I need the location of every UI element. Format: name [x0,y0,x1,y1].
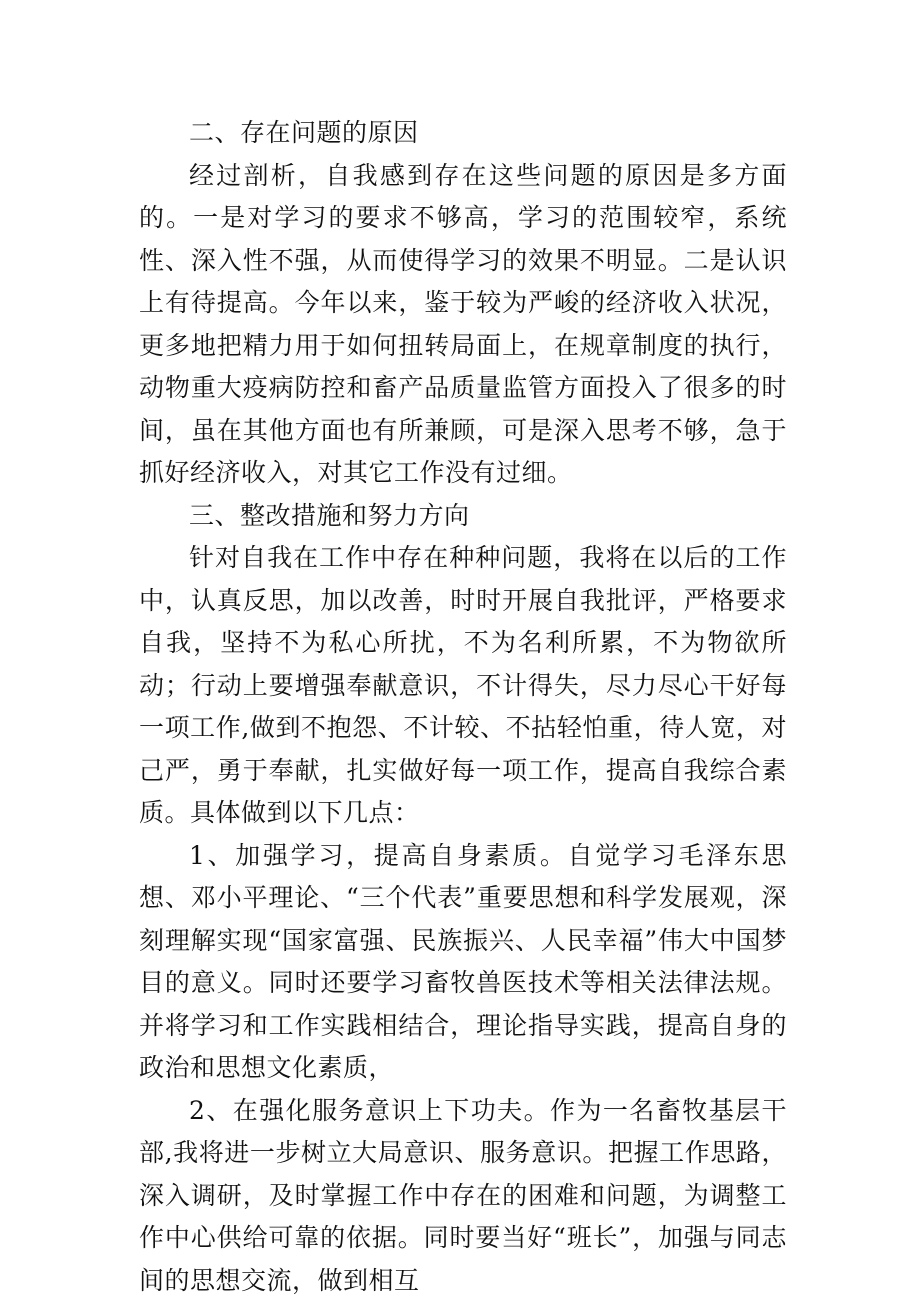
point-two-paragraph: 2、在强化服务意识上下功夫。作为一名畜牧基层干部,我将进一步树立大局意识、服务意识。把握工作思路，深入调研，及时掌握工作中存在的困难和问题，为调整工作中心供给可靠的依据。同时要当好“班长”，加强与同志间的思想交流，做到相互 [139,1090,787,1302]
document-body [139,112,787,1302]
section-two-heading: 二、存在问题的原因 [139,112,787,155]
point-one-paragraph: 1、加强学习，提高自身素质。自觉学习毛泽东思想、邓小平理论、“三个代表”重要思想和科学发展观，深刻理解实现“国家富强、民族振兴、人民幸福”伟大中国梦目的意义。同时还要学习畜牧兽医技术等相关法律法规。并将学习和工作实践相结合，理论指导实践，提高自身的政治和思想文化素质， [139,835,787,1090]
section-two-paragraph: 经过剖析，自我感到存在这些问题的原因是多方面的。一是对学习的要求不够高，学习的范围较窄，系统性、深入性不强，从而使得学习的效果不明显。二是认识上有待提高。今年以来，鉴于较为严峻的经济收入状况，更多地把精力用于如何扭转局面上，在规章制度的执行，动物重大疫病防控和畜产品质量监管方面投入了很多的时间，虽在其他方面也有所兼顾，可是深入思考不够，急于抓好经济收入，对其它工作没有过细。 [139,155,787,495]
section-three-paragraph: 针对自我在工作中存在种种问题，我将在以后的工作中，认真反思，加以改善，时时开展自我批评，严格要求自我，坚持不为私心所扰，不为名利所累，不为物欲所动；行动上要增强奉献意识，不计得失，尽力尽心干好每一项工作,做到不抱怨、不计较、不拈轻怕重，待人宽，对己严，勇于奉献，扎实做好每一项工作，提高自我综合素质。具体做到以下几点： [139,537,787,835]
section-three-heading: 三、整改措施和努力方向 [139,495,787,538]
